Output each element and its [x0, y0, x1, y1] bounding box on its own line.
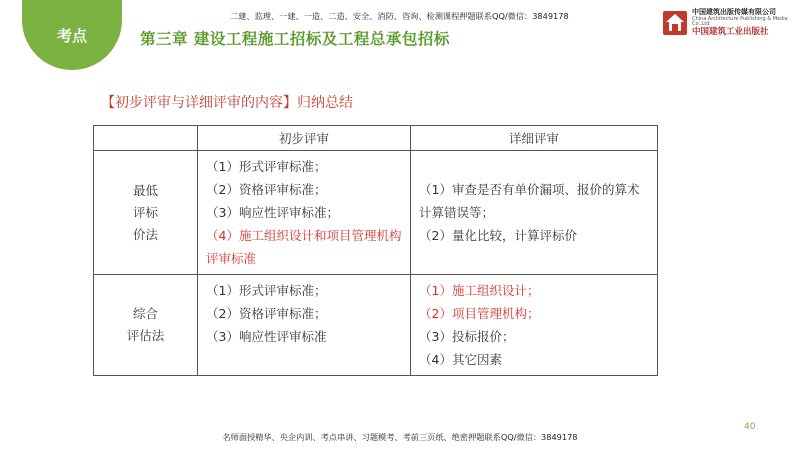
table-header-preliminary: 初步评审 [198, 126, 411, 151]
list-item: （1）审查是否有单价漏项、报价的算术计算错误等； [419, 182, 640, 220]
logo-company-name: 中国建筑出版传媒有限公司 [692, 7, 776, 16]
topic-badge-label: 考点 [56, 26, 87, 45]
chapter-title: 第三章 建设工程施工招标及工程总承包招标 [140, 30, 450, 48]
list-item: （1）形式评审标准； [206, 283, 327, 298]
list-item: （4）其它因素 [419, 352, 502, 367]
list-item: （4）施工组织设计和项目管理机构评审标准 [206, 228, 402, 266]
list-item: （3）投标报价； [419, 329, 515, 344]
list-item: （2）量化比较，计算评标价 [419, 228, 577, 243]
list-item: （2）项目管理机构； [419, 306, 540, 321]
logo-english-name: China Architecture Publishing & Media Co.,Ltd [692, 15, 788, 28]
publisher-logo-icon [662, 10, 688, 36]
list-item: （3）响应性评审标准 [206, 329, 327, 344]
cell-preliminary [198, 151, 411, 275]
page-number: 40 [744, 422, 756, 432]
section-title: 【初步评审与详细评审的内容】归纳总结 [101, 95, 353, 111]
table-row [94, 275, 658, 376]
table-header-empty [94, 126, 198, 151]
table-header-detailed: 详细评审 [411, 126, 658, 151]
list-item: （3）响应性评审标准； [206, 205, 339, 220]
cell-detailed [411, 275, 658, 376]
comparison-table [93, 125, 658, 376]
publisher-logo [662, 6, 792, 40]
topic-badge [22, 0, 122, 70]
list-item: （2）资格评审标准； [206, 182, 327, 197]
row-label-comprehensive: 综合 评估法 [94, 275, 198, 376]
row-label-lowest-price: 最低 评标 价法 [94, 151, 198, 275]
list-item: （1）形式评审标准； [206, 159, 327, 174]
cell-detailed [411, 151, 658, 275]
list-item: （1）施工组织设计； [419, 283, 540, 298]
logo-press-name: 中国建筑工业出版社 [692, 26, 769, 37]
footer-banner: 名师面授精华、央企内训、考点串讲、习题模考、考前三页纸、绝密押题联系QQ/微信：3849178 [222, 432, 578, 442]
list-item: （2）资格评审标准； [206, 306, 327, 321]
top-banner: 二建、监理、一建、一造、二造、安全、消防、咨询、检测课程押题联系QQ/微信：3849178 [230, 11, 569, 21]
table-row [94, 151, 658, 275]
cell-preliminary [198, 275, 411, 376]
table-header-row [94, 126, 658, 151]
